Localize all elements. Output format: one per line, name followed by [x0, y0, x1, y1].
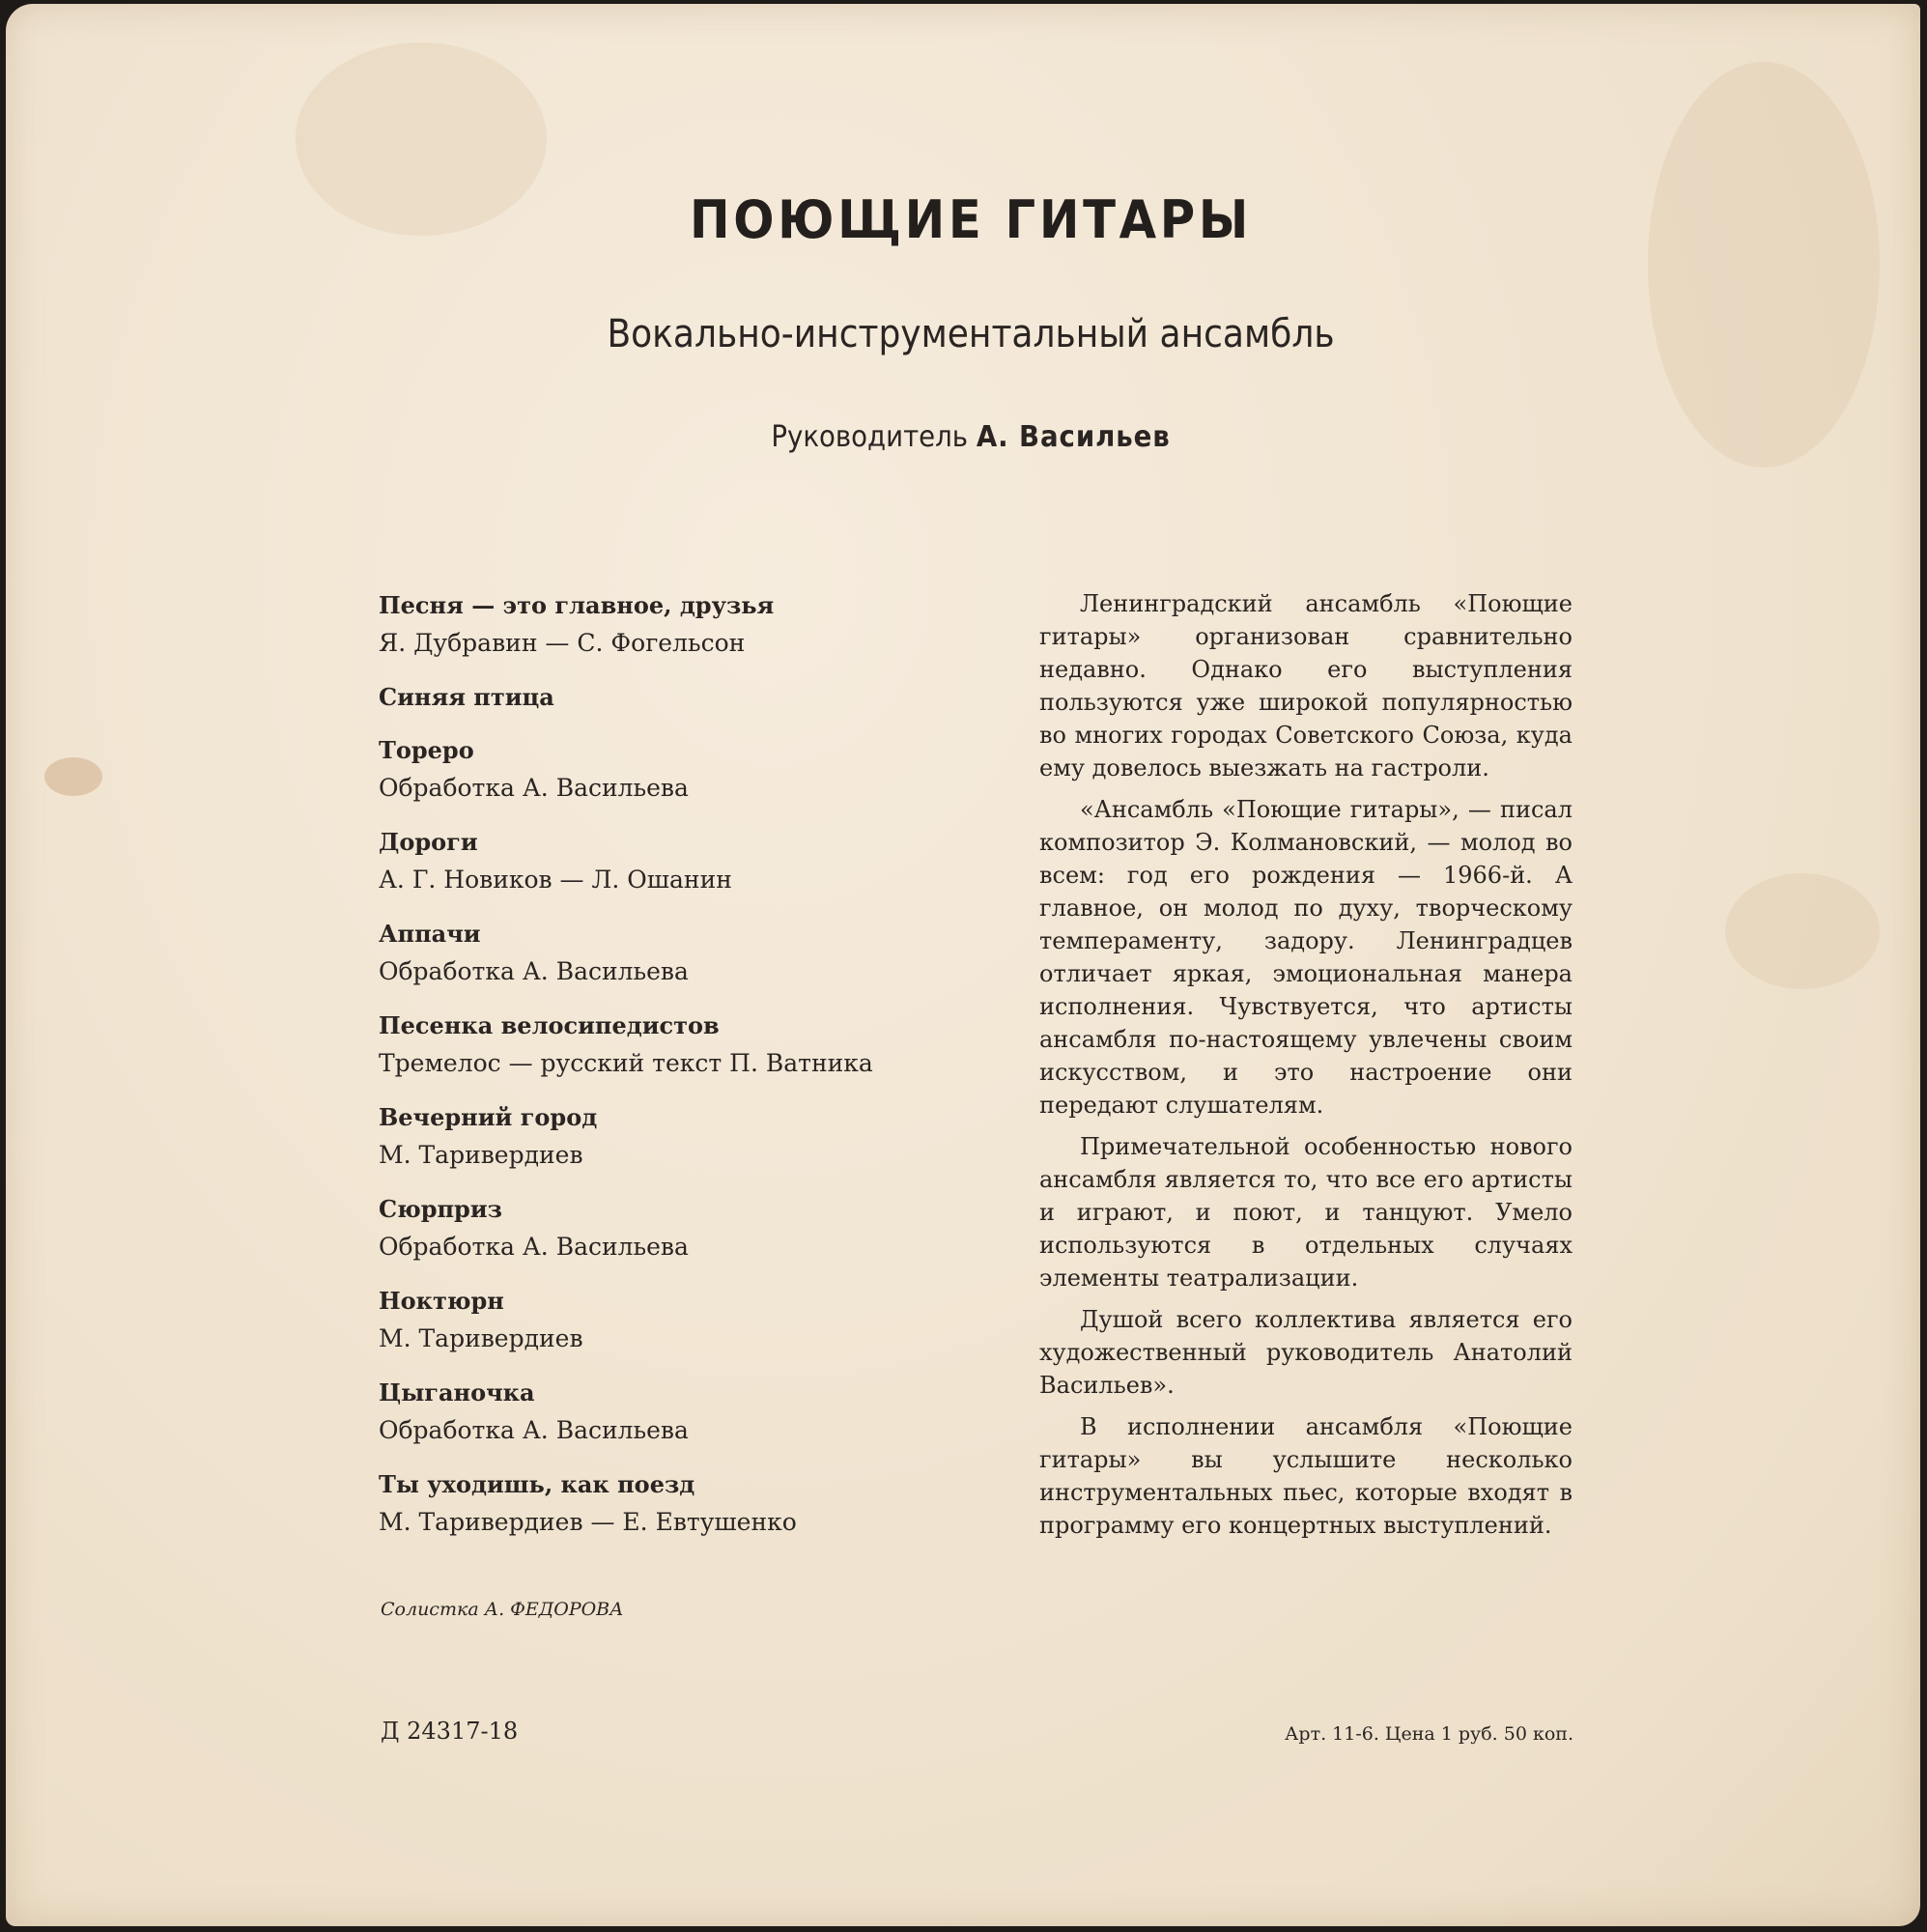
track-item	[379, 587, 978, 663]
track-credit: Обработка А. Васильева	[379, 1233, 689, 1261]
ensemble-leader	[77, 420, 1863, 454]
track-credit: М. Таривердиев	[379, 1141, 583, 1169]
track-title: Аппачи	[379, 920, 481, 948]
track-item	[379, 916, 978, 991]
track-item	[379, 1283, 978, 1358]
track-list	[379, 587, 978, 1558]
track-title: Сюрприз	[379, 1195, 502, 1223]
track-credit: Обработка А. Васильева	[379, 1416, 689, 1444]
track-credit: Обработка А. Васильева	[379, 774, 689, 802]
catalog-number: Д 24317-18	[381, 1718, 519, 1745]
price-line: Арт. 11-6. Цена 1 руб. 50 коп.	[1285, 1723, 1573, 1745]
stain	[1725, 873, 1880, 989]
track-item	[379, 732, 978, 808]
liner-notes	[1039, 587, 1573, 1550]
track-title: Синяя птица	[379, 683, 554, 711]
track-credit: Обработка А. Васильева	[379, 957, 689, 985]
track-credit: А. Г. Новиков — Л. Ошанин	[379, 866, 732, 894]
track-item	[379, 824, 978, 899]
notes-paragraph: Ленинградский ансамбль «Поющие гитары» организован сравнительно недавно. Однако его выступления пользуются уже широкой популярностью во многих городах Советского Союза, куда ему довелось выезжать на гастроли.	[1039, 590, 1573, 781]
notes-paragraph: Душой всего коллектива является его художественный руководитель Анатолий Васильев».	[1039, 1306, 1573, 1399]
track-title: Тореро	[379, 736, 474, 764]
track-item	[379, 1099, 978, 1175]
track-credit: Я. Дубравин — С. Фогельсон	[379, 629, 746, 657]
track-credit: М. Таривердиев	[379, 1324, 583, 1352]
notes-paragraph: В исполнении ансамбля «Поющие гитары» вы услышите несколько инструментальных пьес, которые входят в программу его концертных выступлений.	[1039, 1413, 1573, 1539]
track-title: Песня — это главное, друзья	[379, 591, 775, 619]
track-item	[379, 1008, 978, 1083]
notes-paragraph: Примечательной особенностью нового ансамбля является то, что все его артисты и играют, и поют, и танцуют. Умело используются в отдельных случаях элементы театрализации.	[1039, 1133, 1573, 1292]
track-item	[379, 1466, 978, 1542]
track-item	[379, 1191, 978, 1266]
album-subtitle: Вокально-инструментальный ансамбль	[607, 312, 1335, 356]
track-title: Песенка велосипедистов	[379, 1011, 720, 1039]
track-credit: Тремелос — русский текст П. Ватника	[379, 1049, 873, 1077]
soloist-credit: Солистка А. ФЕДОРОВА	[381, 1599, 624, 1620]
track-title: Ты уходишь, как поезд	[379, 1470, 695, 1498]
track-item	[379, 679, 978, 716]
track-item	[379, 1375, 978, 1450]
album-title: ПОЮЩИЕ ГИТАРЫ	[689, 189, 1253, 250]
track-title: Ноктюрн	[379, 1287, 504, 1315]
leader-label: Руководитель	[771, 420, 969, 454]
track-credit: М. Таривердиев — Е. Евтушенко	[379, 1508, 797, 1536]
track-title: Дороги	[379, 828, 478, 856]
leader-name: А. Васильев	[976, 420, 1171, 454]
track-title: Вечерний город	[379, 1103, 598, 1131]
stain	[1648, 62, 1880, 468]
stain	[44, 757, 102, 796]
notes-paragraph: «Ансамбль «Поющие гитары», — писал композитор Э. Колмановский, — молод во всем: год его рождения — 1966-й. А главное, он молод по духу, творческому темпераменту, задору. Ленинградцев отличает яркая, эмоциональная манера исполнения. Чувствуется, что артисты ансамбля по-настоящему увлечены своим искусством, и это настроение они передают слушателям.	[1039, 796, 1573, 1119]
track-title: Цыганочка	[379, 1378, 535, 1406]
